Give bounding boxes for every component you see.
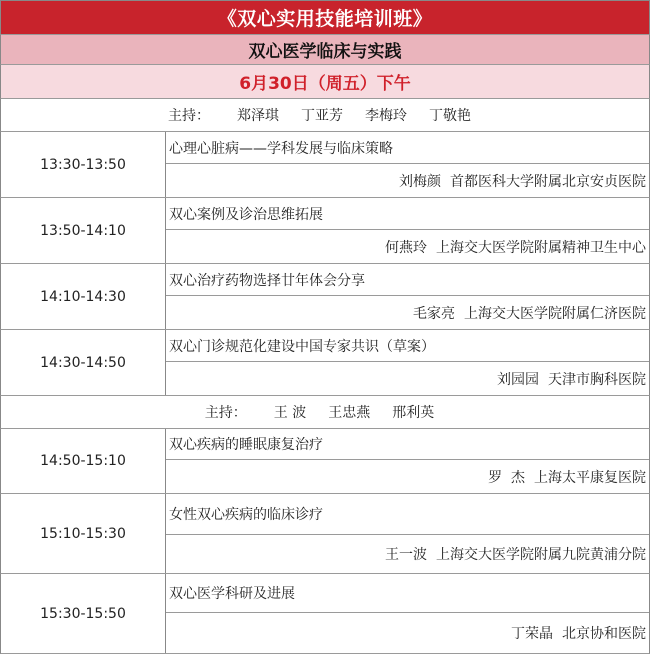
talk-topic: 女性双心疾病的临床诊疗 — [166, 494, 649, 535]
talk-topic: 双心医学科研及进展 — [166, 574, 649, 613]
speaker-affiliation: 上海交大医学院附属九院黄浦分院 — [436, 547, 646, 563]
speaker-cell — [166, 230, 649, 263]
host-name: 李梅玲 — [365, 108, 407, 124]
host-row-1 — [0, 99, 650, 132]
speaker-affiliation: 上海交大医学院附属仁济医院 — [464, 305, 646, 322]
table-row — [0, 330, 650, 396]
speaker-name: 何燕玲 — [385, 239, 427, 256]
session-subtitle — [0, 35, 650, 65]
table-row — [0, 429, 650, 494]
session-date-text: 6月30日（周五）下午 — [239, 74, 411, 94]
host-name: 邢利英 — [392, 405, 435, 421]
talk-topic: 双心门诊规范化建设中国专家共识（草案） — [166, 330, 649, 362]
speaker-name: 王一波 — [385, 547, 427, 563]
time-slot: 13:50-14:10 — [1, 198, 166, 263]
speaker-cell — [166, 164, 649, 197]
host-name: 丁亚芳 — [301, 108, 343, 124]
speaker-affiliation: 北京协和医院 — [562, 626, 646, 642]
speaker-cell — [166, 535, 649, 573]
course-title-text: 《双心实用技能培训班》 — [217, 8, 433, 30]
host-label: 主持： — [168, 108, 210, 124]
speaker-cell — [166, 460, 649, 493]
time-slot: 14:10-14:30 — [1, 264, 166, 329]
table-row — [0, 574, 650, 654]
speaker-cell — [166, 613, 649, 653]
speaker-name: 丁荣晶 — [511, 626, 553, 642]
time-slot: 14:30-14:50 — [1, 330, 166, 395]
host-name: 王 波 — [273, 405, 307, 421]
speaker-cell — [166, 296, 649, 329]
speaker-affiliation: 上海太平康复医院 — [534, 469, 646, 486]
host-row-2 — [0, 396, 650, 429]
talk-topic: 双心疾病的睡眠康复治疗 — [166, 429, 649, 460]
table-row — [0, 494, 650, 574]
speaker-name: 罗 杰 — [488, 469, 525, 486]
host-name: 丁敬艳 — [429, 108, 471, 124]
speaker-name: 刘园园 — [497, 371, 539, 388]
host-label: 主持： — [204, 405, 247, 421]
session-subtitle-text: 双心医学临床与实践 — [248, 42, 402, 62]
host-name: 王忠燕 — [328, 405, 371, 421]
talk-topic: 双心案例及诊治思维拓展 — [166, 198, 649, 230]
speaker-affiliation: 天津市胸科医院 — [548, 371, 646, 388]
table-row — [0, 198, 650, 264]
time-slot: 15:10-15:30 — [1, 494, 166, 573]
speaker-name: 刘梅颜 — [399, 173, 441, 190]
time-slot: 13:30-13:50 — [1, 132, 166, 197]
talk-topic: 双心治疗药物选择廿年体会分享 — [166, 264, 649, 296]
session-date — [0, 65, 650, 99]
speaker-affiliation: 上海交大医学院附属精神卫生中心 — [436, 239, 646, 256]
time-slot: 15:30-15:50 — [1, 574, 166, 653]
table-row — [0, 264, 650, 330]
course-title — [0, 0, 650, 35]
speaker-affiliation: 首都医科大学附属北京安贞医院 — [450, 173, 646, 190]
talk-topic: 心理心脏病——学科发展与临床策略 — [166, 132, 649, 164]
speaker-name: 毛家亮 — [413, 305, 455, 322]
table-row — [0, 132, 650, 198]
time-slot: 14:50-15:10 — [1, 429, 166, 493]
host-name: 郑泽琪 — [237, 108, 279, 124]
speaker-cell — [166, 362, 649, 395]
